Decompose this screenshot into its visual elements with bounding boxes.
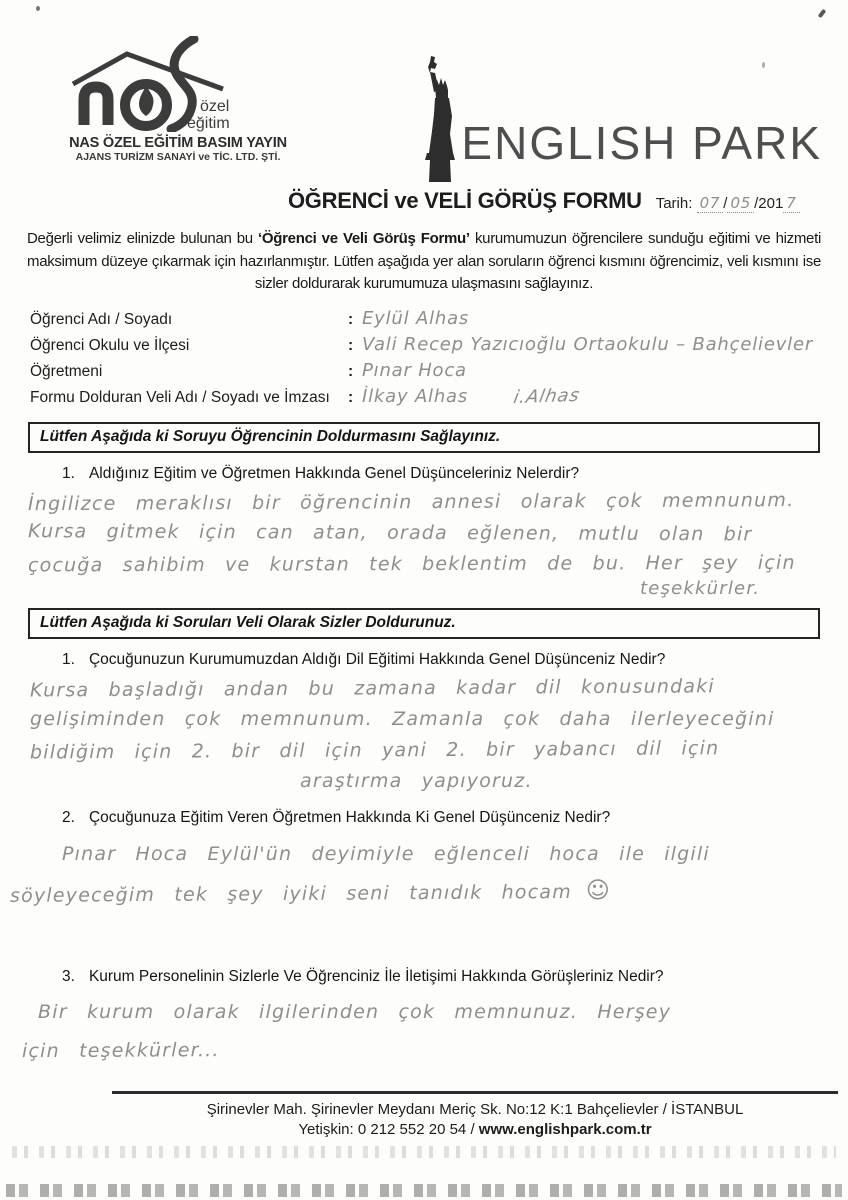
field-colon: :	[348, 362, 354, 380]
field-label: Öğretmeni	[30, 362, 103, 380]
parent-answer-3-handwritten	[21, 994, 848, 1068]
nas-logo	[52, 36, 304, 163]
footer-address: Şirinevler Mah. Şirinevler Meydanı Meriç Sk. No:12 K:1 Bahçelievler / İSTANBUL	[206, 1101, 744, 1118]
date-month-handwritten: 05	[727, 194, 754, 213]
date-slash: /	[754, 195, 759, 212]
nas-logo-icon	[52, 36, 304, 132]
date-label: Tarih:	[655, 195, 693, 212]
handwritten-answer-line: gelişiminden çok memnunum. Zamanla çok daha ilerleyeceğini	[30, 707, 775, 730]
field-row-parent-name-signature	[30, 386, 848, 412]
nas-tagline-ozel: özel	[200, 98, 230, 115]
handwritten-answer-line: araştırma yapıyoruz.	[300, 769, 533, 792]
nas-tagline-egitim: eğitim	[187, 115, 230, 132]
student-info-fields	[30, 308, 848, 412]
question-number: 1.	[62, 464, 75, 482]
question-number: 1.	[62, 650, 75, 668]
handwritten-answer-line: Pınar Hoca Eylül'ün deyimiyle eğlenceli hoca ile ilgili	[62, 842, 710, 865]
handwritten-answer-line: teşekkürler.	[640, 577, 761, 599]
parent-question-3	[62, 968, 848, 986]
footer	[0, 1091, 848, 1138]
field-colon: :	[348, 388, 354, 406]
field-row-student-name	[30, 308, 848, 334]
handwritten-answer-line: Bir kurum olarak ilgilerinden çok memnunuz. Herşey	[38, 1000, 672, 1023]
field-value-handwritten: Eylül Alhas	[362, 307, 470, 329]
footer-text	[112, 1101, 838, 1138]
english-park-wordmark: ENGLISH PARK	[461, 117, 822, 169]
student-question-1	[62, 465, 848, 483]
intro-paragraph	[27, 228, 821, 296]
field-label: Öğrenci Adı / Soyadı	[30, 310, 173, 328]
nas-company-line1: NAS ÖZEL EĞİTİM BASIM YAYIN	[69, 135, 287, 151]
date-year-printed: 201	[758, 195, 784, 212]
field-value-handwritten: Pınar Hoca	[362, 359, 467, 381]
question-number: 3.	[62, 967, 75, 985]
handwritten-answer-line: için teşekkürler...	[21, 1038, 220, 1062]
field-label: Formu Dolduran Veli Adı / Soyadı ve İmzası	[30, 388, 330, 406]
date-year-handwritten: 7	[783, 194, 799, 213]
field-row-teacher	[30, 360, 848, 386]
date-day-handwritten: 07	[697, 194, 724, 213]
parent-answer-2-handwritten	[9, 835, 848, 912]
intro-text: Değerli velimiz elinizde bulunan bu	[27, 230, 259, 247]
student-section-header-box	[28, 422, 820, 453]
handwritten-answer-line: bildiğim için 2. bir dil için yani 2. bir yabancı dil için	[29, 736, 720, 763]
date-slash: /	[723, 195, 728, 212]
student-section-header-text: Lütfen Aşağıda ki Soruyu Öğrencinin Doldurmasını Sağlayınız.	[40, 427, 501, 445]
footer-separator: /	[470, 1121, 475, 1138]
footer-website: www.englishpark.com.tr	[478, 1121, 652, 1138]
handwritten-answer-line: Kursa gitmek için can atan, orada eğlenen, mutlu olan bir	[27, 519, 753, 545]
scan-speck	[36, 6, 40, 11]
parent-section-header-text: Lütfen Aşağıda ki Soruları Veli Olarak Sizler Doldurunuz.	[40, 613, 456, 631]
student-answer-handwritten	[28, 487, 848, 598]
footer-contact	[112, 1121, 838, 1138]
smiley-face-icon: ☺	[585, 877, 610, 904]
handwritten-answer-line: çocuğa sahibim ve kurstan tek beklentim de bu. Her şey için	[27, 551, 796, 576]
english-park-logo	[422, 36, 822, 182]
form-title: ÖĞRENCİ ve VELİ GÖRÜŞ FORMU	[288, 188, 642, 213]
question-number: 2.	[62, 808, 75, 826]
field-colon: :	[348, 310, 354, 328]
footer-divider	[112, 1091, 838, 1094]
statue-of-liberty-icon	[422, 56, 458, 182]
parent-answer-1-handwritten	[30, 673, 848, 797]
parent-signature: i.Alhas	[511, 384, 582, 408]
question-text: Çocuğunuzun Kurumumuzdan Aldığı Dil Eğitimi Hakkında Genel Düşünceniz Nedir?	[88, 650, 666, 668]
question-text: Aldığınız Eğitim ve Öğretmen Hakkında Genel Düşünceleriniz Nelerdir?	[88, 464, 580, 482]
title-row	[288, 188, 848, 214]
date-field	[656, 194, 800, 212]
header	[0, 0, 848, 182]
scan-speck	[762, 62, 765, 68]
intro-text: kurumumuzun öğrencilere sunduğu eğitimi ve hizmeti maksimum düzeye çıkarmak için hazırlanmıştır. Lütfen aşağıda yer alan soruların öğrenci kısmını öğrencimiz, veli kısmını ise sizler doldurarak kurumumuza ulaşmasını sağlayınız.	[27, 230, 821, 292]
field-row-school	[30, 334, 848, 360]
question-text: Kurum Personelinin Sizlerle Ve Öğrenciniz İle İletişimi Hakkında Görüşleriniz Nedir?	[88, 967, 664, 985]
scan-noise-band	[6, 1184, 842, 1197]
parent-section-header-box	[28, 608, 820, 639]
field-label: Öğrenci Okulu ve İlçesi	[30, 336, 190, 354]
field-value-handwritten: Vali Recep Yazıcıoğlu Ortaokulu – Bahçelievler	[362, 333, 814, 355]
handwritten-answer-line: Kursa başladığı andan bu zamana kadar dil konusundaki	[29, 674, 715, 701]
handwritten-answer-line: İngilizce meraklısı bir öğrencinin annesi olarak çok memnunum.	[27, 488, 795, 515]
nas-company-line2: AJANS TURİZM SANAYİ ve TİC. LTD. ŞTİ.	[75, 151, 281, 163]
intro-bold-form-name: ‘Öğrenci ve Veli Görüş Formu’	[258, 230, 470, 247]
question-text: Çocuğunuza Eğitim Veren Öğretmen Hakkında Ki Genel Düşünceniz Nedir?	[88, 808, 611, 826]
parent-question-1	[62, 651, 848, 669]
field-value-handwritten: İlkay Alhas	[362, 385, 469, 407]
handwritten-answer-line	[10, 870, 848, 915]
field-colon: :	[348, 336, 354, 354]
handwritten-answer-text: söyleyeceğim tek şey iyiki seni tanıdık hocam	[9, 880, 572, 907]
parent-question-2	[62, 809, 848, 827]
footer-phone: Yetişkin: 0 212 552 20 54	[298, 1121, 467, 1138]
scan-noise-band	[12, 1146, 836, 1158]
